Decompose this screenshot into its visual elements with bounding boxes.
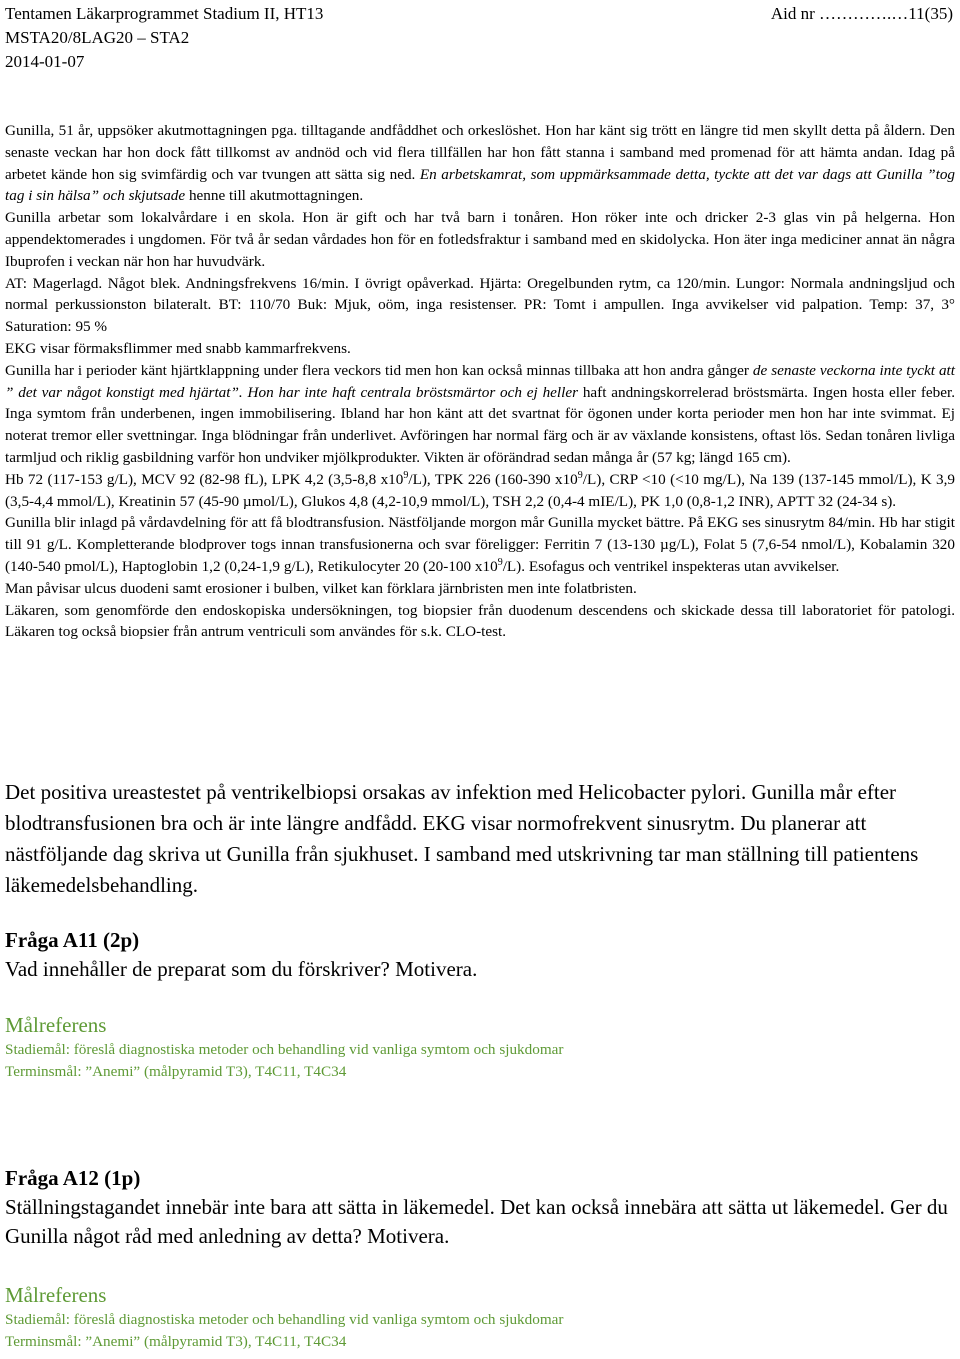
lab-text: /L), TPK 226 (160-390 x10 — [408, 470, 578, 488]
case-paragraph-3: AT: Magerlagd. Något blek. Andningsfrekvens 16/min. I övrigt opåverkad. Hjärta: Oregelbunden rytm, ca 120/min. Lungor: Normala andningsljud och normal perkussionston bilateralt. BT: 110/70 Buk: Mjuk, oöm, inga resistenser. PR: Tomt i ampullen. Inga avvikelser vid palpation. Temp: 37, 3° Saturation: 95 % — [5, 274, 955, 336]
case-text-italic: En arbetskamrat, som uppmärksammade detta, tyckte att det var dags att Gunilla ”tog tag i sin hälsa” och skjutsade — [5, 165, 956, 205]
goal-reference-heading: Målreferens — [5, 1013, 107, 1037]
goal-reference-heading: Målreferens — [5, 1283, 107, 1307]
question-title: Fråga A11 (2p) — [5, 928, 140, 952]
stage-goal: Stadiemål: föreslå diagnostiska metoder och behandling vid vanliga symtom och sjukdomar — [5, 1311, 564, 1328]
case-paragraph-4: EKG visar förmaksflimmer med snabb kammarfrekvens. — [5, 339, 351, 357]
goal-reference-1 — [5, 1011, 955, 1083]
case-text: /L). Esofagus och ventrikel inspekteras utan avvikelser. — [502, 557, 840, 575]
case-summary — [5, 777, 955, 901]
case-text: Gunilla blir inlagd på vårdavdelning för att få blodtransfusion. Nästföljande morgon mår Gunilla mycket bättre. På EKG ses sinusrytm 84/min. Hb har stigit till 91 g/L. Kompletterande blodprover togs innan transfusionerna och svar föreligger: Ferritin 7 (13-130 µg/L), Folat 5 (7,6-54 nmol/L), Kobalamin 320 (140-540 pmol/L), Haptoglobin 1,2 (0,24-1,9 g/L), Retikulocyter 20 (20-100 x10 — [5, 514, 955, 575]
superscript: 9 — [497, 556, 503, 568]
case-paragraph-5 — [5, 360, 955, 469]
term-goal: Terminsmål: ”Anemi” (målpyramid T3), T4C11, T4C34 — [5, 1063, 347, 1080]
course-code: MSTA20/8LAG20 – STA2 — [5, 28, 190, 47]
case-description — [5, 120, 955, 643]
case-paragraph-9: Läkaren, som genomförde den endoskopiska undersökningen, tog biopsier från duodenum descendens och skickade dessa till laboratoriet för patologi. Läkaren tog också biopsier från antrum ventriculi som användes för s.k. CLO-test. — [5, 601, 955, 641]
superscript: 9 — [577, 469, 583, 481]
lab-text: /L), CRP <10 (<10 mg/L), Na 139 (137-145 mmol/L), K 3,9 (3,5-4,4 mmol/L), Kreatinin 57 (45-90 µmol/L), Glukos 4,8 (4,2-10,9 mmol/L), TSH 2,2 (0,4-4 mIE/L), PK 1,0 (0,8-1,2 INR), APTT 32 (24-34 s). — [5, 470, 955, 510]
page-header-block — [5, 0, 955, 80]
exam-title: Tentamen Läkarprogrammet Stadium II, HT13 — [5, 4, 324, 23]
question-title: Fråga A12 (1p) — [5, 1166, 141, 1190]
exam-date: 2014-01-07 — [5, 52, 85, 71]
summary-text: Det positiva ureastestet på ventrikelbiopsi orsakas av infektion med Helicobacter pylori. Gunilla mår efter blodtransfusionen bra och är inte längre andfådd. EKG visar normofrekvent sinusrytm. Du planerar att nästföljande dag skriva ut Gunilla från sjukhuset. I samband med utskrivning tar man ställning till patientens läkemedelsbehandling. — [5, 780, 919, 897]
question-a12 — [5, 1164, 955, 1251]
lab-text: Hb 72 (117-153 g/L), MCV 92 (82-98 fL), LPK 4,2 (3,5-8,8 x10 — [5, 470, 404, 488]
question-text: Ställningstagandet innebär inte bara att sätta in läkemedel. Det kan också innebära att sätta ut läkemedel. Ger du Gunilla något råd med anledning av detta? Motivera. — [5, 1195, 948, 1248]
page-header — [5, 0, 955, 80]
header-left — [5, 2, 323, 74]
case-paragraph-7 — [5, 512, 955, 577]
case-paragraph-8: Man påvisar ulcus duodeni samt erosioner i bulben, vilket kan förklara järnbristen men inte folatbristen. — [5, 579, 637, 597]
case-text: Gunilla, 51 år, uppsöker akutmottagningen pga. tilltagande andfåddhet och orkeslöshet. Hon har känt sig trött en längre tid men skyllt detta på åldern. Den senaste veckan har hon dock fått tillkomst av andnöd och vid flera tillfällen har hon fått stanna i samband med promenad för att hämta andan. Idag på arbetet kände hon sig svimfärdig och var tvungen att sätta sig ned. — [5, 122, 955, 183]
case-text: henne till akutmottagningen. — [185, 187, 364, 205]
term-goal: Terminsmål: ”Anemi” (målpyramid T3), T4C11, T4C34 — [5, 1333, 347, 1350]
case-text: haft andningskorrelerad bröstsmärta. Ingen hosta eller feber. Inga symtom från underbenen, ingen immobilisering. Ibland har hon känt att det svartnat för ögonen under korta perioder men hon har inte svimmat. Ej noterat tremor eller svettningar. Inga blödningar från underlivet. Avföringen har normal färg och är av växlande konsistens, oftast lös. Sedan tonåren livliga tarmljud och riklig gasbildning varför hon undviker mjölkprodukter. Vikten är oförändrad sedan många år (57 kg; längd 165 cm). — [5, 383, 955, 466]
question-text: Vad innehåller de preparat som du förskriver? Motivera. — [5, 957, 478, 981]
question-a11 — [5, 926, 955, 984]
stage-goal: Stadiemål: föreslå diagnostiska metoder och behandling vid vanliga symtom och sjukdomar — [5, 1041, 564, 1058]
aid-number: Aid nr ………….…11(35) — [770, 4, 953, 23]
case-paragraph-2: Gunilla arbetar som lokalvårdare i en skola. Hon är gift och har två barn i tonåren. Hon röker inte och dricker 2-3 glas vin på helgerna. Hon appendektomerades i ungdomen. För två år sedan vårdades hon för en fotledsfraktur i samband med en skidolycka. Hon äter inga mediciner annat än några Ibuprofen i veckan när hon har huvudvärk. — [5, 209, 955, 270]
case-paragraph-labs — [5, 469, 955, 513]
case-text-italic: de senaste veckorna inte tyckt att ” det var något konstigt med hjärtat”. Hon har inte haft centrala bröstsmärtor och ej heller — [5, 361, 955, 401]
case-paragraph-1 — [5, 120, 955, 207]
case-text: Gunilla har i perioder känt hjärtklappning under flera veckors tid men hon kan också minnas tillbaka att hon andra gånger — [5, 361, 749, 379]
goal-reference-2 — [5, 1281, 955, 1353]
superscript: 9 — [403, 469, 409, 481]
